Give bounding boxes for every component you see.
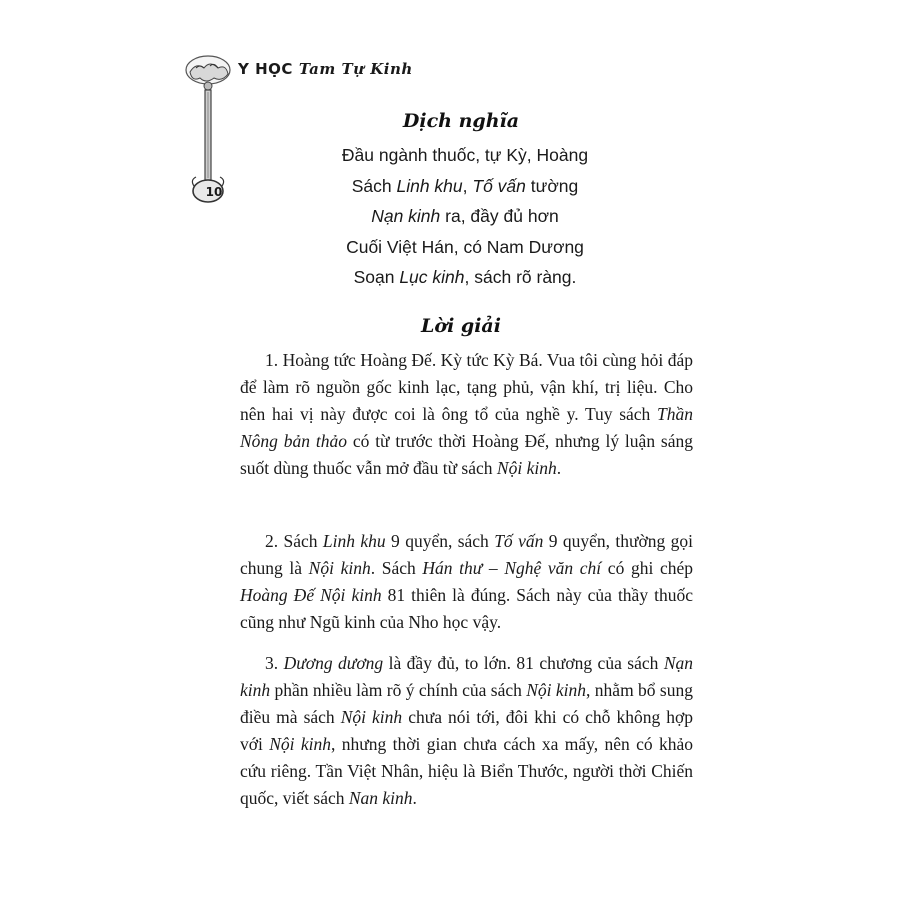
poem-line [0,232,922,263]
paragraph-2 [240,528,693,636]
poem-text: Soạn [353,267,400,287]
poem-text: , [462,175,473,196]
paragraph-text: chưa nói tới, đôi khi có chỗ không hợp với [240,707,693,754]
book-title-text: Nan kinh [348,788,413,808]
book-title-text: Hán thư – Nghệ văn chí [422,558,602,578]
paragraph-text: phần nhiều làm rõ ý chính của sách [270,680,527,700]
poem-line [0,262,922,293]
book-title-text: Nội kinh [526,680,587,700]
paragraph-text: , nhằm bổ sung điều mà sách [240,680,693,727]
paragraph-text: 9 quyển, thường gọi chung là [240,531,693,578]
poem-text: ra, đầy đủ hơn [440,206,559,226]
poem-text: Đầu ngành thuốc, tự Kỳ, Hoàng [341,145,589,165]
poem-title-text: Linh khu [396,175,463,196]
poem-line [0,140,922,171]
paragraph-text: 3. [265,653,284,673]
header-title-main: Y HỌC [238,60,293,78]
book-title-text: Linh khu [322,531,386,551]
poem-line [0,201,922,232]
poem-title-text: Lục kinh [399,267,465,287]
book-header [238,60,413,78]
poem-text: Cuối Việt Hán, có Nam Dương [346,236,584,257]
poem-text: tường [525,175,579,196]
paragraph-text: 9 quyển, sách [385,531,495,551]
book-title-text: Nội kinh [269,734,332,754]
paragraph-text: là đầy đủ, to lớn. 81 chương của sách [383,653,664,673]
paragraph-text: . [412,788,417,808]
page-number: 10 [205,185,223,199]
book-title-text: Nạn kinh [240,653,693,700]
book-title-text: Tố vấn [494,531,544,551]
paragraph-text: . Sách [370,558,423,578]
paragraph-text: , nhưng thời gian chưa cách xa mấy, nên có khảo cứu riêng. Tần Việt Nhân, hiệu là Biển Thước, người thời Chiến quốc, viết sách [240,734,693,808]
book-title-text: Nội kinh [496,458,557,478]
paragraph-text: 2. Sách [265,531,323,551]
book-title-text: Hoàng Đế Nội kinh [240,585,382,605]
translation-heading: Dịch nghĩa [402,110,520,132]
poem-text: Sách [351,175,397,196]
paragraph-text: 81 thiên là đúng. Sách này của thầy thuốc cũng như Ngũ kinh của Nho học vậy. [240,585,693,632]
paragraph-3 [240,650,693,812]
paragraph-text: 1. Hoàng tức Hoàng Đế. Kỳ tức Kỳ Bá. Vua tôi cùng hỏi đáp để làm rõ nguồn gốc kinh lạc, tạng phủ, vận khí, trị liệu. Cho nên hai vị này được coi là ông tổ của nghề y. Tuy sách [240,350,693,424]
poem-title-text: Tố vấn [472,175,526,196]
paragraph-text: có từ trước thời Hoàng Đế, nhưng lý luận sáng suốt dùng thuốc vẫn mở đầu từ sách [240,431,693,478]
explanation-heading: Lời giải [421,315,501,337]
poem-line [0,171,922,202]
book-title-text: Nội kinh [308,558,371,578]
book-title-text: Nội kinh [340,707,403,727]
translation-poem [0,140,922,293]
term-text: Dương dương [283,653,384,673]
paragraph-text: . [556,458,562,478]
poem-title-text: Nạn kinh [371,206,441,226]
header-title-script: Tam Tự Kinh [298,60,413,78]
poem-text: , sách rõ ràng. [464,267,577,287]
paragraph-text: có ghi chép [601,558,693,578]
paragraph-1 [240,347,693,482]
book-title-text: Thần Nông bản thảo [240,404,693,451]
